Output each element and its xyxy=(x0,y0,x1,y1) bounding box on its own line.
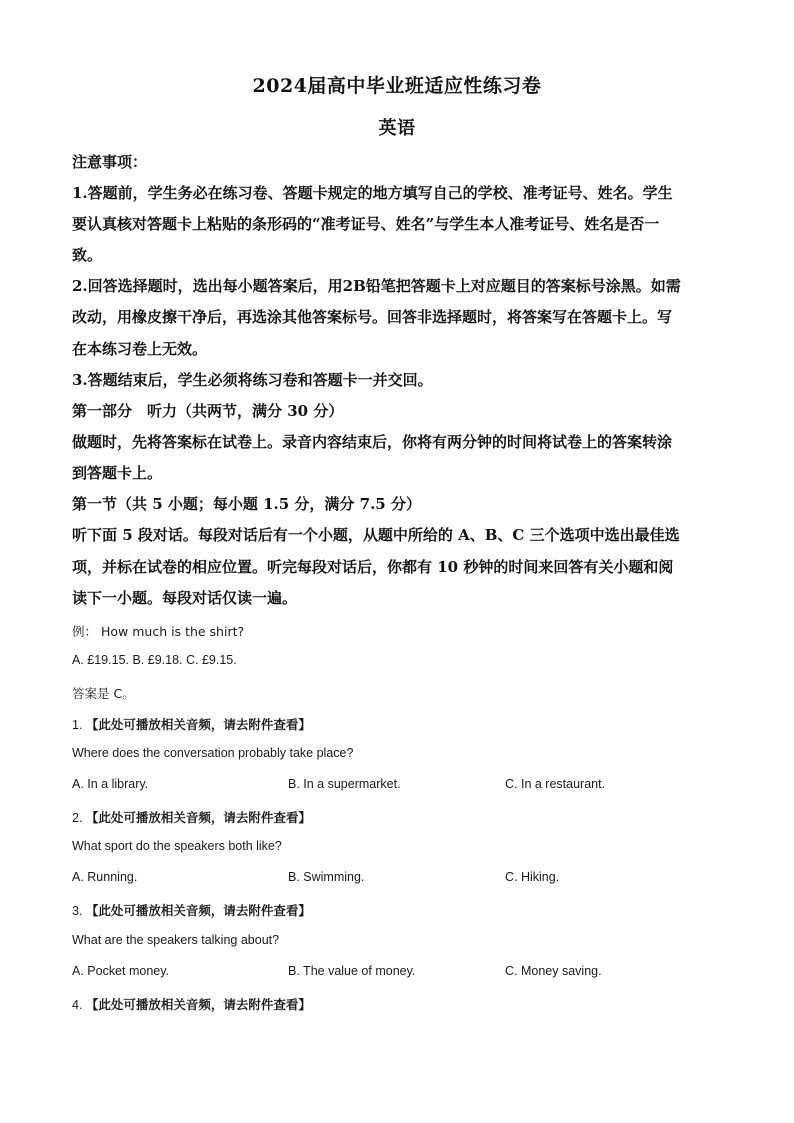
question-4-audio-row xyxy=(72,995,311,1013)
subject-title: 英语 xyxy=(378,118,416,139)
question-2-option-b: B. Swimming. xyxy=(288,870,365,884)
notice-heading: 注意事项： xyxy=(72,153,148,171)
question-number: 4. xyxy=(72,998,83,1012)
part1-instructions-line-2: 到答题卡上。 xyxy=(72,464,163,482)
example-options: A. £19.15. B. £9.18. C. £9.15. xyxy=(72,653,237,667)
audio-attachment-link[interactable]: 【此处可播放相关音频，请去附件查看】 xyxy=(85,997,311,1012)
audio-attachment-link[interactable]: 【此处可播放相关音频，请去附件查看】 xyxy=(85,810,311,825)
notice-item-2-line-2: 改动，用橡皮擦干净后，再选涂其他答案标号。回答非选择题时，将答案写在答题卡上。写 xyxy=(72,308,673,326)
section1-heading: 第一节（共 5 小题；每小题 1.5 分，满分 7.5 分） xyxy=(72,495,421,513)
question-3-option-b: B. The value of money. xyxy=(288,964,416,978)
question-number: 2. xyxy=(72,811,83,825)
question-2-audio-row xyxy=(72,808,311,826)
example-prompt: 例： How much is the shirt? xyxy=(72,624,245,639)
section1-instructions-line-3: 读下一小题。每段对话仅读一遍。 xyxy=(72,589,298,607)
question-2-option-a: A. Running. xyxy=(72,870,138,884)
question-2-text: What sport do the speakers both like? xyxy=(72,839,282,853)
audio-attachment-link[interactable]: 【此处可播放相关音频，请去附件查看】 xyxy=(85,903,311,918)
question-1-option-a: A. In a library. xyxy=(72,777,149,791)
question-3-option-a: A. Pocket money. xyxy=(72,964,170,978)
question-1-audio-row xyxy=(72,715,311,733)
question-1-option-b: B. In a supermarket. xyxy=(288,777,401,791)
notice-item-1-line-3: 致。 xyxy=(72,246,103,264)
notice-item-1-line-2: 要认真核对答题卡上粘贴的条形码的“准考证号、姓名”与学生本人准考证号、姓名是否一 xyxy=(72,215,660,233)
question-3-text: What are the speakers talking about? xyxy=(72,933,280,947)
question-3-audio-row xyxy=(72,901,311,919)
part1-heading: 第一部分 听力（共两节，满分 30 分） xyxy=(72,402,344,420)
notice-item-1-line-1: 1.答题前，学生务必在练习卷、答题卡规定的地方填写自己的学校、准考证号、姓名。学生 xyxy=(72,184,673,202)
notice-item-3: 3.答题结束后，学生必须将练习卷和答题卡一并交回。 xyxy=(72,371,433,389)
notice-item-2-line-3: 在本练习卷上无效。 xyxy=(72,340,208,358)
exam-title: 2024届高中毕业班适应性练习卷 xyxy=(252,75,542,97)
question-number: 3. xyxy=(72,904,83,918)
part1-instructions-line-1: 做题时，先将答案标在试卷上。录音内容结束后，你将有两分钟的时间将试卷上的答案转涂 xyxy=(72,433,673,451)
section1-instructions-line-2: 项，并标在试卷的相应位置。听完每段对话后，你都有 10 秒钟的时间来回答有关小题和阅 xyxy=(72,558,674,576)
audio-attachment-link[interactable]: 【此处可播放相关音频，请去附件查看】 xyxy=(85,717,311,732)
question-number: 1. xyxy=(72,718,83,732)
notice-item-2-line-1: 2.回答选择题时，选出每小题答案后，用2B铅笔把答题卡上对应题目的答案标号涂黑。如需 xyxy=(72,277,681,295)
question-2-option-c: C. Hiking. xyxy=(505,870,560,884)
question-3-option-c: C. Money saving. xyxy=(505,964,602,978)
question-1-text: Where does the conversation probably take place? xyxy=(72,746,354,760)
section1-instructions-line-1: 听下面 5 段对话。每段对话后有一个小题，从题中所给的 A、B、C 三个选项中选出最佳选 xyxy=(72,526,680,544)
question-1-option-c: C. In a restaurant. xyxy=(505,777,606,791)
example-answer: 答案是 C。 xyxy=(72,686,135,701)
